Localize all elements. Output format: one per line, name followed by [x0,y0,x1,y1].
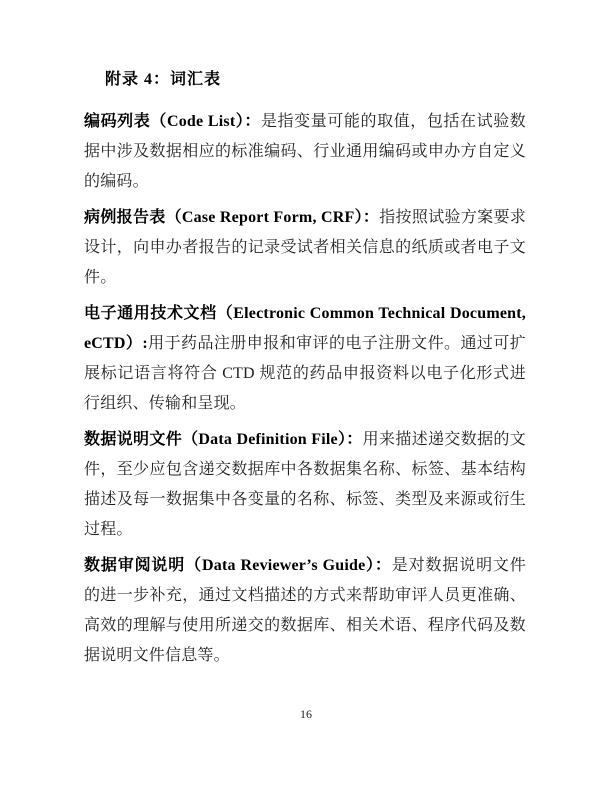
glossary-term: 数据说明文件（Data Definition File）： [84,431,363,448]
glossary-term: 数据审阅说明（Data Reviewer’s Guide）： [84,557,392,574]
glossary-term: 电子通用技术文档（Electronic Common Technical Document, eCTD）: [84,305,526,352]
glossary-definition: 是指变量可能的取值，包括在试验数据中涉及数据相应的标准编码、行业通用编码或申办方自定义的编码。 [84,113,526,190]
page-title: 附录 4：词汇表 [105,71,222,88]
glossary-entry [84,299,526,419]
glossary-term: 编码列表（Code List）： [84,113,261,130]
glossary-entry [84,551,526,671]
glossary-definition: 指按照试验方案要求设计，向申办者报告的记录受试者相关信息的纸质或者电子文件。 [84,209,526,286]
glossary-entry [84,107,526,197]
page-number: 16 [300,707,312,721]
glossary-entry [84,203,526,293]
glossary-definition: 用于药品注册申报和审评的电子注册文件。通过可扩展标记语言将符合 CTD 规范的药品申报资料以电子化形式进行组织、传输和呈现。 [84,335,526,412]
glossary-term: 病例报告表（Case Report Form, CRF）： [84,209,380,226]
glossary-entry [84,425,526,545]
glossary-definition: 是对数据说明文件的进一步补充，通过文档描述的方式来帮助审评人员更准确、高效的理解与使用所递交的数据库、相关术语、程序代码及数据说明文件信息等。 [84,557,526,664]
page-content [84,65,526,677]
glossary-definition: 用来描述递交数据的文件，至少应包含递交数据库中各数据集名称、标签、基本结构描述及每一数据集中各变量的名称、标签、类型及来源或衍生过程。 [84,431,526,538]
